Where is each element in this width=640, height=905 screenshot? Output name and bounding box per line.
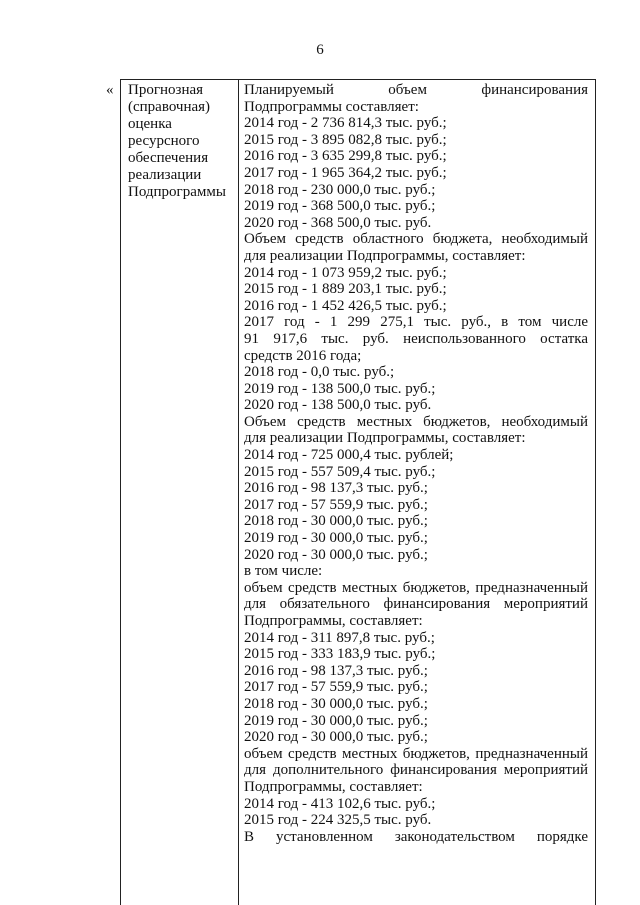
right-cell-line: 2019 год - 30 000,0 тыс. руб.; [244, 712, 428, 729]
left-cell-line: оценка [128, 116, 172, 132]
right-cell-line: 2020 год - 30 000,0 тыс. руб.; [244, 729, 428, 746]
right-cell-line: 2017 год - 57 559,9 тыс. руб.; [244, 679, 428, 696]
right-cell-line: 2015 год - 557 509,4 тыс. руб.; [244, 463, 436, 480]
left-cell-line: обеспечения [128, 150, 209, 166]
right-cell-line: 2016 год - 98 137,3 тыс. руб.; [244, 480, 428, 497]
right-cell-line: 2016 год - 1 452 426,5 тыс. руб.; [244, 297, 447, 314]
right-cell-line: 2014 год - 2 736 814,3 тыс. руб.; [244, 115, 447, 132]
right-cell-line: 2019 год - 30 000,0 тыс. руб.; [244, 530, 428, 547]
right-cell-line: объем средств местных бюджетов, предназначенный [244, 579, 588, 596]
right-cell-line: 2018 год - 0,0 тыс. руб.; [244, 364, 395, 381]
right-cell-line: для дополнительного финансирования мероприятий [244, 762, 588, 779]
left-cell-line: Прогнозная [128, 82, 204, 98]
table-left-cell [128, 82, 234, 201]
right-cell-line: 2016 год - 98 137,3 тыс. руб.; [244, 662, 428, 679]
right-cell-line: Планируемый объем финансирования [244, 82, 588, 98]
right-cell-line: для реализации Подпрограммы, составляет: [244, 247, 526, 264]
right-cell-line: 2020 год - 368 500,0 тыс. руб. [244, 214, 432, 231]
right-cell-line: 2016 год - 3 635 299,8 тыс. руб.; [244, 148, 447, 165]
right-cell-line: 2015 год - 224 325,5 тыс. руб. [244, 812, 432, 829]
opening-quote-mark: « [106, 82, 114, 98]
right-cell-line: Подпрограммы, составляет: [244, 613, 423, 629]
left-cell-line: (справочная) [128, 99, 211, 115]
right-cell-line: 2020 год - 138 500,0 тыс. руб. [244, 397, 432, 414]
table-right-cell [244, 82, 588, 845]
right-cell-line: 91 917,6 тыс. руб. неиспользованного остатка [244, 330, 588, 347]
right-cell-line: Подпрограммы составляет: [244, 98, 419, 115]
right-cell-line: Объем средств областного бюджета, необходимый [244, 231, 588, 248]
right-cell-line: Подпрограммы, составляет: [244, 778, 423, 795]
right-cell-line: 2014 год - 311 897,8 тыс. руб.; [244, 629, 435, 646]
right-cell-line: 2018 год - 30 000,0 тыс. руб.; [244, 695, 428, 712]
right-cell-line: 2014 год - 1 073 959,2 тыс. руб.; [244, 264, 447, 281]
right-cell-line: 2017 год - 57 559,9 тыс. руб.; [244, 496, 428, 513]
right-cell-line: для обязательного финансирования мероприятий [244, 596, 588, 613]
right-cell-line: 2017 год - 1 299 275,1 тыс. руб., в том числе [244, 314, 588, 331]
right-cell-line: 2018 год - 230 000,0 тыс. руб.; [244, 181, 436, 198]
right-cell-line: для реализации Подпрограммы, составляет: [244, 430, 526, 447]
table-column-divider [238, 79, 239, 905]
right-cell-line: 2020 год - 30 000,0 тыс. руб.; [244, 546, 428, 563]
right-cell-line: 2017 год - 1 965 364,2 тыс. руб.; [244, 164, 447, 181]
right-cell-line: объем средств местных бюджетов, предназначенный [244, 745, 588, 762]
right-cell-line: 2014 год - 725 000,4 тыс. рублей; [244, 447, 454, 464]
left-cell-line: реализации [128, 167, 202, 183]
left-cell-line: ресурсного [128, 133, 200, 149]
right-cell-line: 2018 год - 30 000,0 тыс. руб.; [244, 513, 428, 530]
right-cell-line: 2014 год - 413 102,6 тыс. руб.; [244, 795, 436, 812]
right-cell-line: Объем средств местных бюджетов, необходимый [244, 413, 588, 430]
right-cell-line: в том числе: [244, 563, 323, 580]
right-cell-line: 2019 год - 368 500,0 тыс. руб.; [244, 198, 436, 215]
right-cell-line: 2015 год - 1 889 203,1 тыс. руб.; [244, 281, 447, 298]
right-cell-line: 2015 год - 333 183,9 тыс. руб.; [244, 646, 436, 663]
left-cell-line: Подпрограммы [128, 184, 226, 200]
right-cell-line: 2019 год - 138 500,0 тыс. руб.; [244, 380, 436, 397]
right-cell-line: В установленном законодательством порядке [244, 828, 588, 845]
right-cell-line: средств 2016 года; [244, 347, 362, 364]
right-cell-line: 2015 год - 3 895 082,8 тыс. руб.; [244, 131, 447, 148]
page-number: 6 [316, 42, 324, 58]
